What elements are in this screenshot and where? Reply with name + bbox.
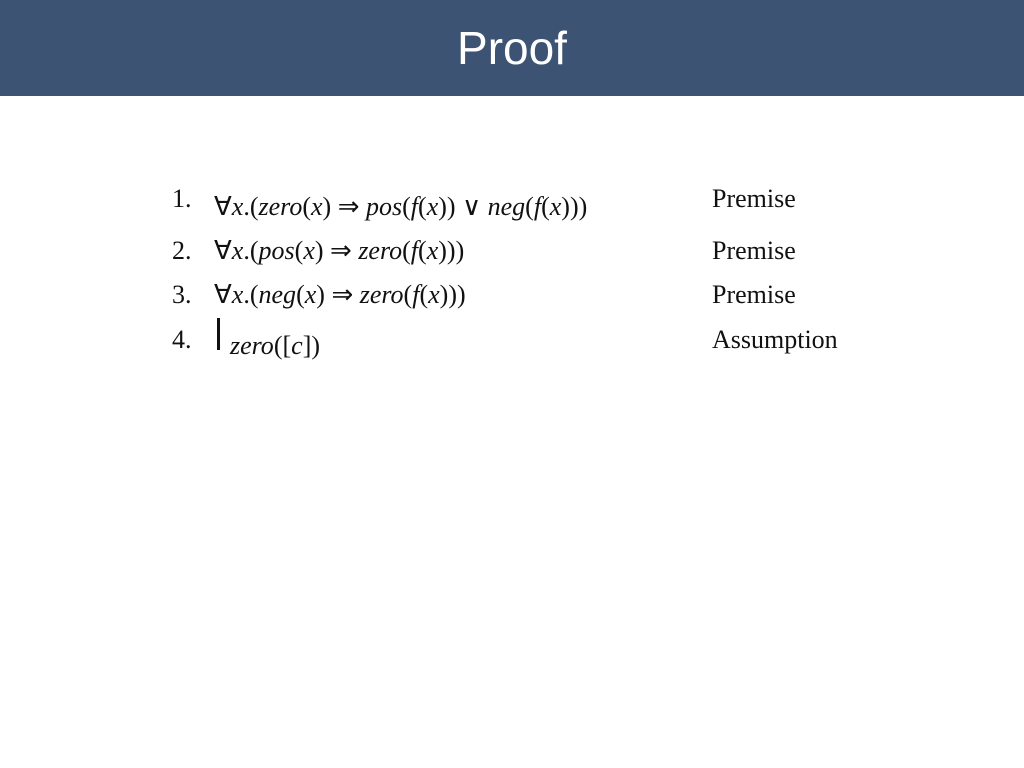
line-number-1: 1. [172, 184, 192, 213]
line-number-2: 2. [172, 236, 192, 265]
justification-3: Premise [712, 280, 796, 309]
formula-3: ∀x.(neg(x) ⇒ zero(f(x))) [214, 280, 466, 309]
justification-1: Premise [712, 184, 796, 213]
formula-4: zero([c]) [230, 331, 321, 360]
line-number-4: 4. [172, 325, 192, 354]
formula-1: ∀x.(zero(x) ⇒ pos(f(x)) ∨ neg(f(x))) [214, 192, 588, 221]
line-number-3: 3. [172, 280, 192, 309]
formula-2: ∀x.(pos(x) ⇒ zero(f(x))) [214, 236, 465, 265]
slide-title: Proof [457, 22, 567, 74]
justification-2: Premise [712, 236, 796, 265]
title-bar [0, 0, 1024, 96]
assumption-scope-bar [217, 318, 220, 350]
justification-4: Assumption [712, 325, 838, 354]
